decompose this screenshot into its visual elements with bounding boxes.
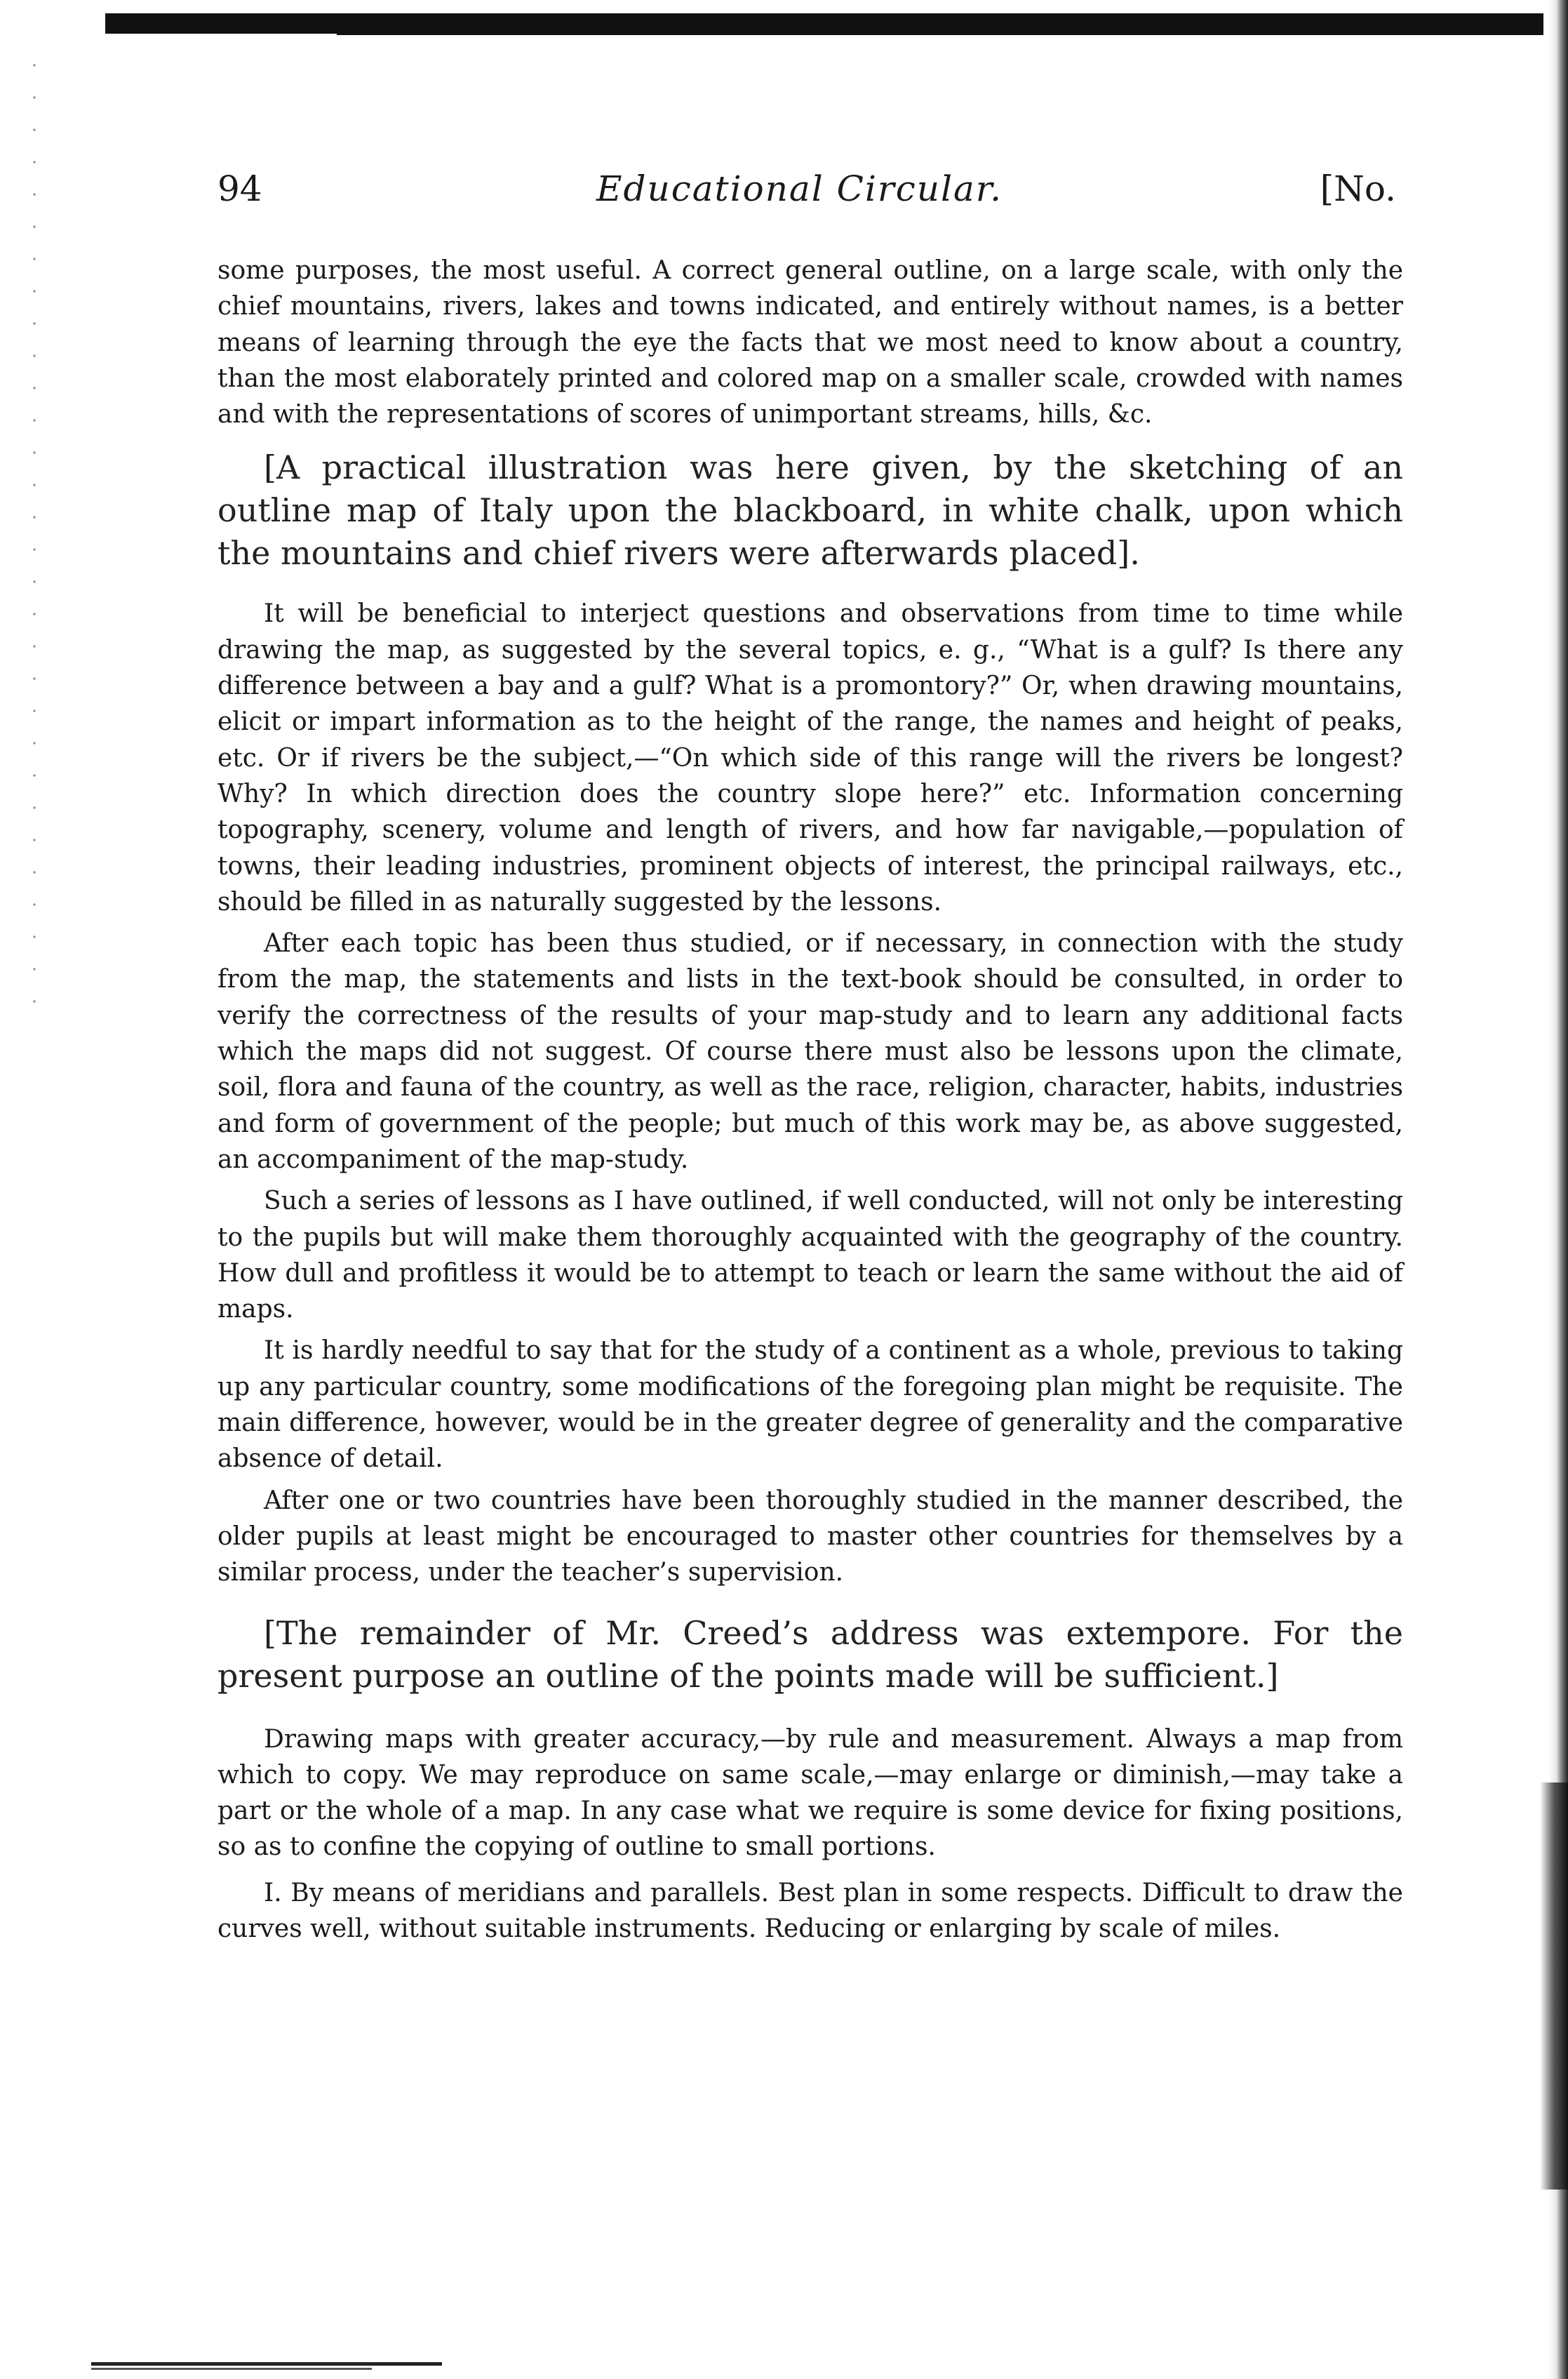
paragraph-meridians: I. By means of meridians and parallels. Best plan in some respects. Difficult to draw the curves well, without suitable instruments. Reducing or enlarging by scale of miles. [217,1878,1403,1943]
paragraph-drawing-maps: Drawing maps with greater accuracy,—by rule and measurement. Always a map from which to copy. We may reproduce on same scale,—may enlarge or diminish,—may take a part or the whole of a map. In any case what we require is some device for fixing positions, so as to confine the copying of outline to small portions. [217,1724,1403,1862]
paragraph-continent: It is hardly needful to say that for the study of a continent as a whole, previous to taking up any particular country, some modifications of the foregoing plan might be requisite. The main difference, however, would be in the greater degree of generality and the comparative absence of detail. [217,1336,1403,1474]
paragraph-older-pupils: After one or two countries have been thoroughly studied in the manner described, the older pupils at least might be encouraged to master other countries for themselves by a similar process, under the teacher’s supervision. [217,1486,1403,1587]
issue-label: [No. [1320,168,1396,209]
running-header [217,168,1396,232]
running-title: Educational Circular. [596,168,1003,209]
margin-specks [24,49,45,1032]
paragraph-series-of-lessons: Such a series of lessons as I have outlined, if well conducted, will not only be interesting to the pupils but will make them thoroughly acquainted with the geography of the country. How dull and profitless it would be to attempt to teach or learn the same without the aid of maps. [217,1187,1403,1324]
editorial-note-extempore: [The remainder of Mr. Creed’s address was extempore. For the present purpose an outline of the points made will be sufficient.] [217,1613,1403,1695]
editorial-note-illustration: [A practical illustration was here given, by the sketching of an outline map of Italy upon the blackboard, in white chalk, upon which the mountains and chief rivers were afterwards placed]. [217,448,1403,573]
paragraph-text-book: After each topic has been thus studied, or if necessary, in connection with the study from the map, the statements and lists in the text-book should be consulted, in order to verify the correctness of the results of your map-study and to learn any additional facts which the maps did not suggest. Of course there must also be lessons upon the climate, soil, flora and fauna of the country, as well as the race, religion, character, habits, industries and form of government of the people; but much of this work may be, as above suggested, an accompaniment of the map-study. [217,929,1403,1174]
article-body [217,253,1403,1952]
bottom-page-rule-thin [91,2368,372,2370]
top-page-rule [105,0,1543,34]
paragraph-questions: It will be beneficial to interject questions and observations from time to time while drawing the map, as suggested by the several topics, e. g., “What is a gulf? Is there any difference between a bay and a gulf? What is a promontory?” Or, when drawing mountains, elicit or impart information as to the height of the range, the names and height of peaks, etc. Or if rivers be the subject,—“On which side of this range will the rivers be longest? Why? In which direction does the country slope here?” etc. Information concerning topography, scenery, volume and length of rivers, and how far navigable,—population of towns, their leading industries, prominent objects of interest, the principal railways, etc., should be filled in as naturally suggested by the lessons. [217,599,1403,917]
paragraph-continued: some purposes, the most useful. A correct general outline, on a large scale, with only the chief mountains, rivers, lakes and towns indicated, and entirely without names, is a better means of learning through the eye the facts that we most need to know about a country, than the most elaborately printed and colored map on a smaller scale, crowded with names and with the representations of scores of unimportant streams, hills, &c. [217,256,1403,429]
page-binding-shadow [1540,1782,1568,2190]
bottom-page-rule [91,2362,442,2366]
page-number: 94 [217,168,262,209]
top-page-rule-thin [337,31,1543,35]
